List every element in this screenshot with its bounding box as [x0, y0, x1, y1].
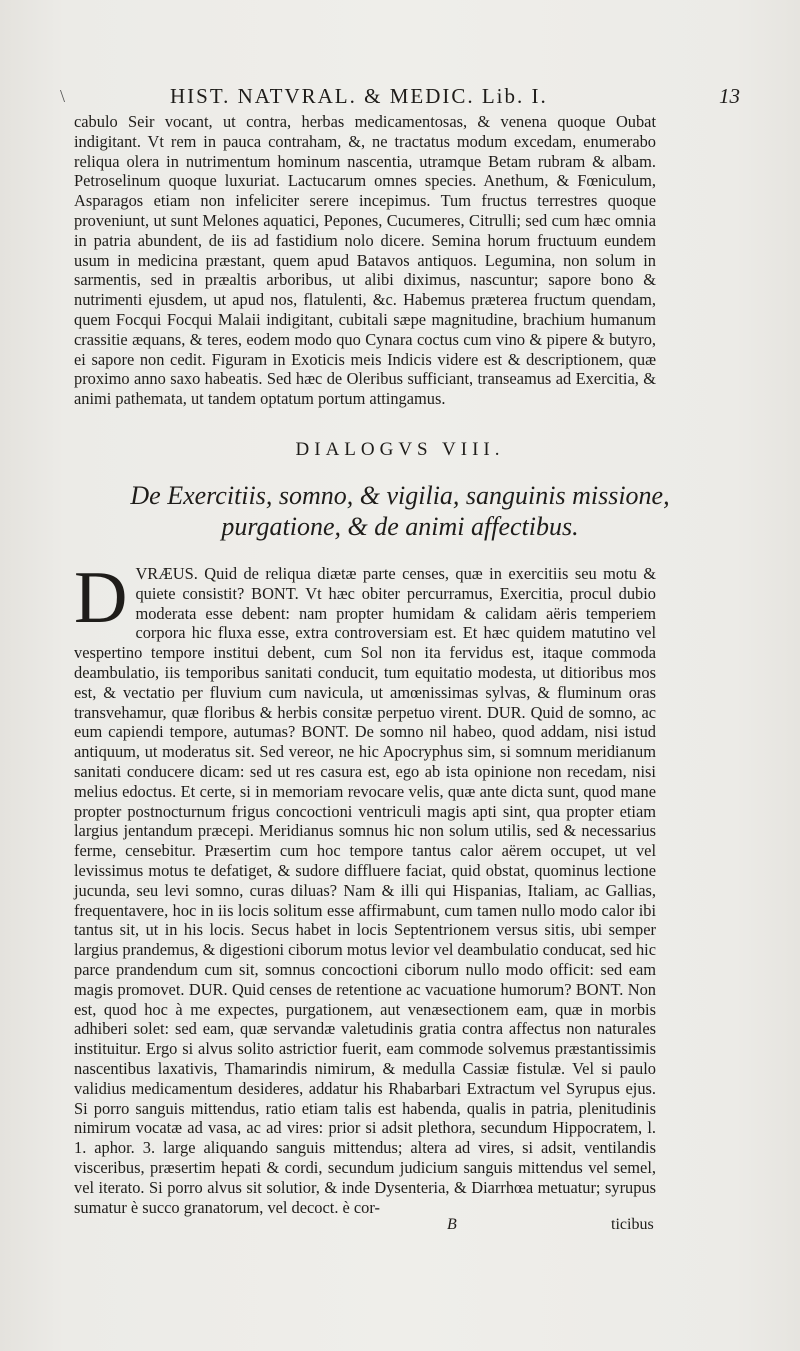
header-mark: \ — [60, 86, 66, 106]
running-head: HIST. NATVRAL. & MEDIC. Lib. I. — [170, 84, 548, 108]
page-number: 13 — [719, 84, 740, 108]
catchword: ticibus — [611, 1216, 654, 1233]
paragraph-exercitia-text: VRÆUS. Quid de reliqua diætæ parte censes, quæ in exercitiis seu motu & quiete consistit? BONT. Vt hæc obiter percurramus, Exercitia, procul dubio moderata esse debent: nam propter humidam & calidam aëris temperiem corpora hic fluxa esse, extra controversiam est. Et hæc quidem matutino vel vespertino tempore institui debent, cum Sol non ita fervidus est, itaque commoda deambulatio, iis temporibus sanitati conducit, tum equitatio modesta, ut ditioribus mos est, & vectatio per fluvium cum navicula, ut amœnissimas sylvas, & fluminum oras transvehamur, quæ floribus & herbis consitæ perpetuo virent. DUR. Quid de somno, ac eum capiendi tempore, autumas? BONT. De somno nil habeo, quod addam, nisi istud antiquum, ut moderatus sit. Sed vereor, ne hic Apocryphus sim, si somnum meridianum sanitati conducere dicam: sed ut res casura est, ego ab ista opinione non recedam, nisi melius edoctus. Et certe, si in memoriam revocare velis, quæ ante dicta sunt, quod mane propter postnocturnum frigus concoctioni ventriculi magis apti sint, qua propter etiam largius jentandum præcepi. Meridianus somnus hic non solum utilis, sed & necessarius ferme, censebitur. Præsertim cum hoc tempore tantus calor aërem occupet, ut vel levissimus motus te defatiget, & sudore diffluere faciat, quid obstat, quominus lectione jucunda, seu levi somno, curas diluas? Nam & illi qui Hispanias, Italiam, ac Gallias, frequentavere, hoc in iis locis solitum esse affirmabunt, cum tamen nullo modo calor ibi tantus sit, ut in his locis. Secus habet in locis Septentrionem versus sitis, ubi semper largius prandemus, & digestioni ciborum motus levior vel deambulatio conducat, sed hic parce prandendum cum sit, somnus concoctioni ciborum nullo modo officit: sed eam magis promovet. DUR. Quid censes de retentione ac vacuatione humorum? BONT. Non est, quod hoc à me expectes, purgationem, aut venæsectionem eam, quæ in morbis adhiberi solet: sed eam, quæ servandæ valetudinis gratia contra affectus non naturales instituitur. Ergo si alvus solito astrictior fuerit, eam commode solvemus præstantissimis nascentibus laxativis, Thamarindis nimirum, & medulla Cassiæ fistulæ. Vel si paulo validius medicamentum desideres, addatur his Rhabarbari Extractum vel Syrupus ejus. Si porro sanguis mittendus, ratio etiam talis est habenda, qualis in patria, plenitudinis nimirum vocatæ ad vasa, ac ad vires: prior si adsit plethora, secundum Hippocratem, l. 1. aphor. 3. large aliquando sanguis mittendus; altera ad vires, si adsit, ventilandis visceribus, præsertim hepati & cordi, secundum judicium sanguis mittendus vel semel, vel iterato. Si porro alvus sit solutior, & inde Dysenteria, & Diarrhœa metuatur; syrupus sumatur è succo granatorum, vel decoct. è cor- — [74, 564, 656, 1217]
signature-mark: B — [447, 1216, 457, 1233]
dialogue-subtitle: De Exercitiis, somno, & vigilia, sanguinis missione, purgatione, & de animi affectibus. — [130, 481, 670, 541]
page-header — [60, 84, 740, 114]
paragraph-oleribus: cabulo Seir vocant, ut contra, herbas medicamentosas, & venena quoque Oubat indigitant. Vt rem in pauca contraham, &, ne tractatus modum excedam, enumerabo reliqua olera in nutrimentum hominum nascentia, utramque Betam rubram & albam. Petroselinum quoque luxuriat. Lactucarum omnes species. Anethum, & Fœniculum, Asparagos etiam non infeliciter serere incepimus. Tum fructus terrestres quoque proveniunt, ut sunt Melones aquatici, Pepones, Cucumeres, Citrulli; sed cum hæc omnia in patria abundent, de iis ad fastidium nolo dicere. Semina horum fructuum eundem usum in medicina præstant, quem apud Batavos antiquos. Legumina, non solum in sarmentis, sed in præaltis arboribus, ut alibi diximus, nascuntur; sapore bono & nutrimenti ejusdem, ut apud nos, flatulenti, &c. Habemus præterea fructum quendam, quem Focqui Focqui Malaii indigitant, cubitali sæpe magnitudine, brachium humanum crassitie æquans, & teres, eodem modo quo Cynara coctus cum vino & pipere & butyro, ei sapore non cedit. Figuram in Exoticis meis Indicis videre est & descriptionem, quæ proximo anno saxo habeatis. Sed hæc de Oleribus sufficiant, transeamus ad Exercitia, & animi pathemata, ut tandem optatum portum attingamus. — [74, 112, 656, 409]
dialogue-heading: DIALOGVS VIII. — [295, 439, 505, 460]
drop-cap: D — [74, 557, 128, 639]
paragraph-exercitia — [74, 557, 656, 1217]
